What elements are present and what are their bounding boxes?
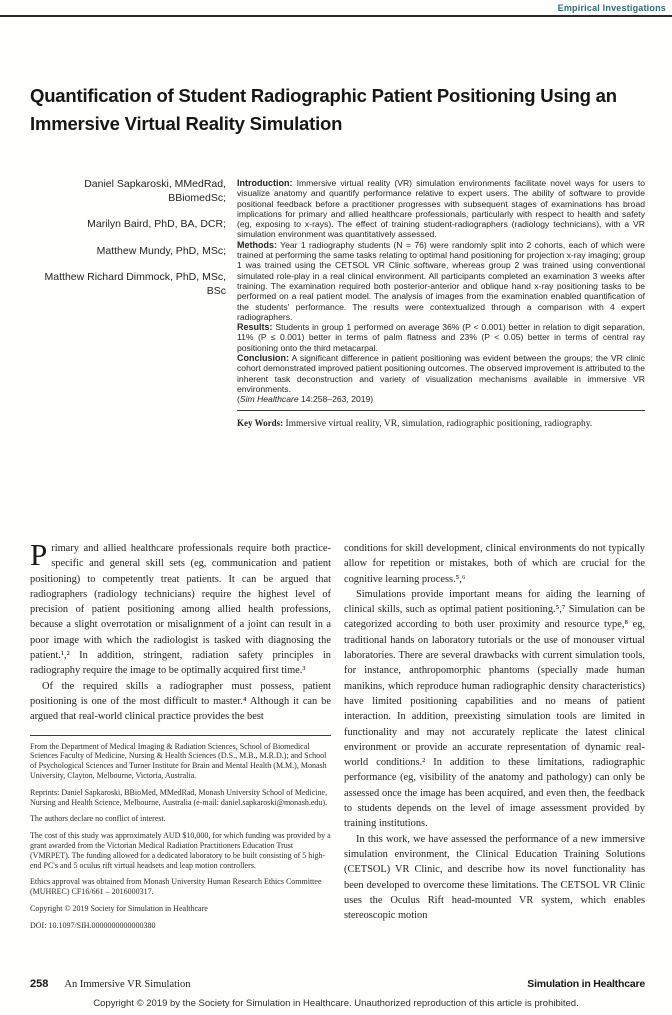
masthead bbox=[0, 0, 672, 17]
citation-line bbox=[237, 394, 645, 404]
running-title: An Immersive VR Simulation bbox=[64, 979, 191, 990]
abstract-section-introduction bbox=[237, 178, 645, 240]
body-paragraph: In this work, we have assessed the performance of a new immersive simulation environment, the Clinical Education Training Solutions (CETSOL) VR Clinic, and describe how its novel functionality has been developed to overcome these limitations. The CETSOL VR Clinic uses the Oculus Rift head-mounted VR system, which enables stereoscopic motion bbox=[344, 833, 645, 922]
page-number: 258 bbox=[30, 978, 49, 990]
author-name: Marilyn Baird, PhD, BA, DCR; bbox=[87, 218, 226, 230]
masthead-rule bbox=[0, 15, 672, 17]
keywords-text: Immersive virtual reality, VR, simulation, radiographic positioning, radiography. bbox=[283, 418, 593, 429]
author-name: Daniel Sapkaroski, MMedRad, BBiomedSc; bbox=[84, 178, 226, 204]
footnote-item: The authors declare no conflict of interest. bbox=[30, 814, 166, 824]
body-paragraph: Of the required skills a radiographer must possess, patient positioning is one of the most difficult to master.⁴ Although it can be argued that real-world clinical practice provides the best bbox=[30, 680, 331, 723]
abstract-section-conclusion bbox=[237, 353, 645, 394]
footnote-item: Ethics approval was obtained from Monash University Human Research Ethics Committee (MUHREC) CF16/661 – 2016000317. bbox=[30, 877, 322, 897]
paragraph-text: rimary and allied healthcare professionals require both practice-specific and general skill sets (eg, communication and patient positioning) to competently treat patients. It can be argued that radiographers (radiology technicians) require the highest level of precision of patient positioning among allied health professions, because a slight overrotation or misalignment of a joint can result in a poor image with which the radiologist is tasked with diagnosing the patient.¹,² In addition, stringent, radiation safety principles in radiography require the image to be optimally acquired first time.³ bbox=[30, 543, 331, 677]
body-paragraph: conditions for skill development, clinical environments do not typically allow for repetition or mistakes, both of which are crucial for the cognitive learning process.⁵,⁶ bbox=[344, 543, 645, 585]
abstract-section-text: Year 1 radiography students (N = 76) were randomly split into 2 cohorts, each of which were trained at performing the same tasks relating to optimal hand positioning for projection x-ray imaging; group 1 was trained using the CETSOL VR Clinic software, whereas group 2 was trained using conventional simulated role-play in a real clinical environment. All participants completed an examination 3 weeks after training. The examination required both posterior-anterior and oblique hand x-ray positioning tasks to be performed on a real patient model. The analysis of images from the examination enabled quantification of the students' performance. The results were contextualized through a comparison with 4 expert radiographers. bbox=[237, 239, 645, 322]
citation-detail: 14:258–263, 2019) bbox=[298, 394, 374, 405]
abstract-section-text: Students in group 1 performed on average 36% (P < 0.001) better in relation to digit separation, 11% (P ≤ 0.001) better in terms of palm flatness and 23% (P < 0.05) better in terms of central ray positioning onto the third metacarpal. bbox=[237, 322, 645, 353]
footnote-item: Reprints: Daniel Sapkaroski, BBioMed, MMedRad, Monash University School of Medicine, Nursing and Health Science, Melbourne, Australia (e-mail: daniel.sapkaroski@monash.edu). bbox=[30, 787, 328, 807]
body-paragraph: Simulations provide important means for aiding the learning of clinical skills, such as optimal patient positioning.⁵,⁷ Simulation can be categorized according to both user proximity and resource type,⁸ eg, traditional hands on laboratory tutorials or the use of monouser virtual laboratories. There are several drawbacks with current simulation tools, for instance, anthropomorphic phantoms (specially made human manikins, which reproduce human radiographic density characteristics) have limited positioning capabilities and no means of patient interaction. In addition, preexisting simulation tools are limited in functionality and may not accurately replicate the latest clinical environment or provide an accurate representation of dynamic real-world conditions.² In addition to these limitations, radiographic performance (eg, visibility of the anatomy and pathology) can only be assessed once the image has been acquired, and even then, the feedback to students depends on the level of image assessment provided by training institutions. bbox=[344, 588, 645, 830]
footnote-item: The cost of this study was approximately AUD $10,000, for which funding was provided by a grant awarded from the Victorian Medical Radiation Practitioners Education Trust (VMRPET). The funding allowed for a dedicated laboratory to be built consisting of 5 high-end PC's and 5 oculus rift virtual headsets and leap motion controllers. bbox=[30, 831, 331, 870]
abstract-section-label: Conclusion: bbox=[237, 353, 289, 364]
abstract-section-results bbox=[237, 322, 645, 353]
citation-journal: Sim Healthcare bbox=[239, 394, 299, 405]
footnote-item: DOI: 10.1097/SIH.0000000000000380 bbox=[30, 920, 156, 930]
abstract-panel bbox=[237, 178, 645, 430]
drop-cap: P bbox=[30, 537, 48, 572]
footnote-block bbox=[30, 735, 331, 931]
footnote-item: Copyright © 2019 Society for Simulation in Healthcare bbox=[30, 903, 208, 913]
author-name: Matthew Richard Dimmock, PhD, MSc, BSc bbox=[44, 271, 226, 297]
article-title: Quantification of Student Radiographic Patient Positioning Using an Immersive Virtual Reality Simulation bbox=[30, 85, 617, 135]
author-name: Matthew Mundy, PhD, MSc; bbox=[96, 244, 226, 257]
page-footer bbox=[30, 978, 645, 990]
body-column-right bbox=[344, 541, 645, 938]
abstract-section-methods bbox=[237, 240, 645, 322]
author-list bbox=[30, 178, 226, 311]
abstract-section-text: A significant difference in patient positioning was evident between the groups; the VR clinic cohort demonstrated improved patient positioning outcomes. The observed improvement is attributed to the inherent task deconstruction and variety of visualization mechanisms available in immersive VR environments. bbox=[237, 353, 645, 394]
citation-prefix: ( bbox=[237, 394, 240, 405]
journal-name: Simulation in Healthcare bbox=[527, 978, 645, 990]
copyright-line: Copyright © 2019 by the Society for Simulation in Healthcare. Unauthorized reproduction of this article is prohibited. bbox=[93, 998, 579, 1009]
abstract-rule bbox=[237, 410, 645, 411]
keywords-line bbox=[237, 418, 645, 431]
abstract-section-label: Introduction: bbox=[237, 178, 293, 188]
abstract-section-label: Methods: bbox=[237, 239, 277, 250]
abstract-section-label: Results: bbox=[237, 322, 273, 333]
abstract-section-text: Immersive virtual reality (VR) simulation environments facilitate novel ways for users to visualize anatomy and quantify performance relative to expert users. The ability of software to provide positional feedback before a practitioner progresses with subsequent stages of examinations has broad implications for primary and allied healthcare professionals, particularly with respect to health and safety (eg, exposing to x-rays). The effect of training student-radiographers (radiology technicians), with a VR simulation environment was quantitatively assessed. bbox=[237, 178, 645, 240]
footnote-item: From the Department of Medical Imaging & Radiation Sciences, School of Biomedical Sciences Faculty of Medicine, Nursing & Health Sciences (D.S., M.B., M.R.D.); and School of Psychological Sciences and Turner Institute for Brain and Mental Health (M.M.), Monash University, Clayton, Melbourne, Victoria, Australia. bbox=[30, 741, 327, 780]
body-column-left bbox=[30, 537, 331, 938]
section-label: Empirical Investigations bbox=[557, 3, 666, 13]
body-paragraph bbox=[30, 537, 331, 679]
keywords-label: Key Words: bbox=[237, 417, 284, 428]
body-columns bbox=[30, 537, 645, 938]
